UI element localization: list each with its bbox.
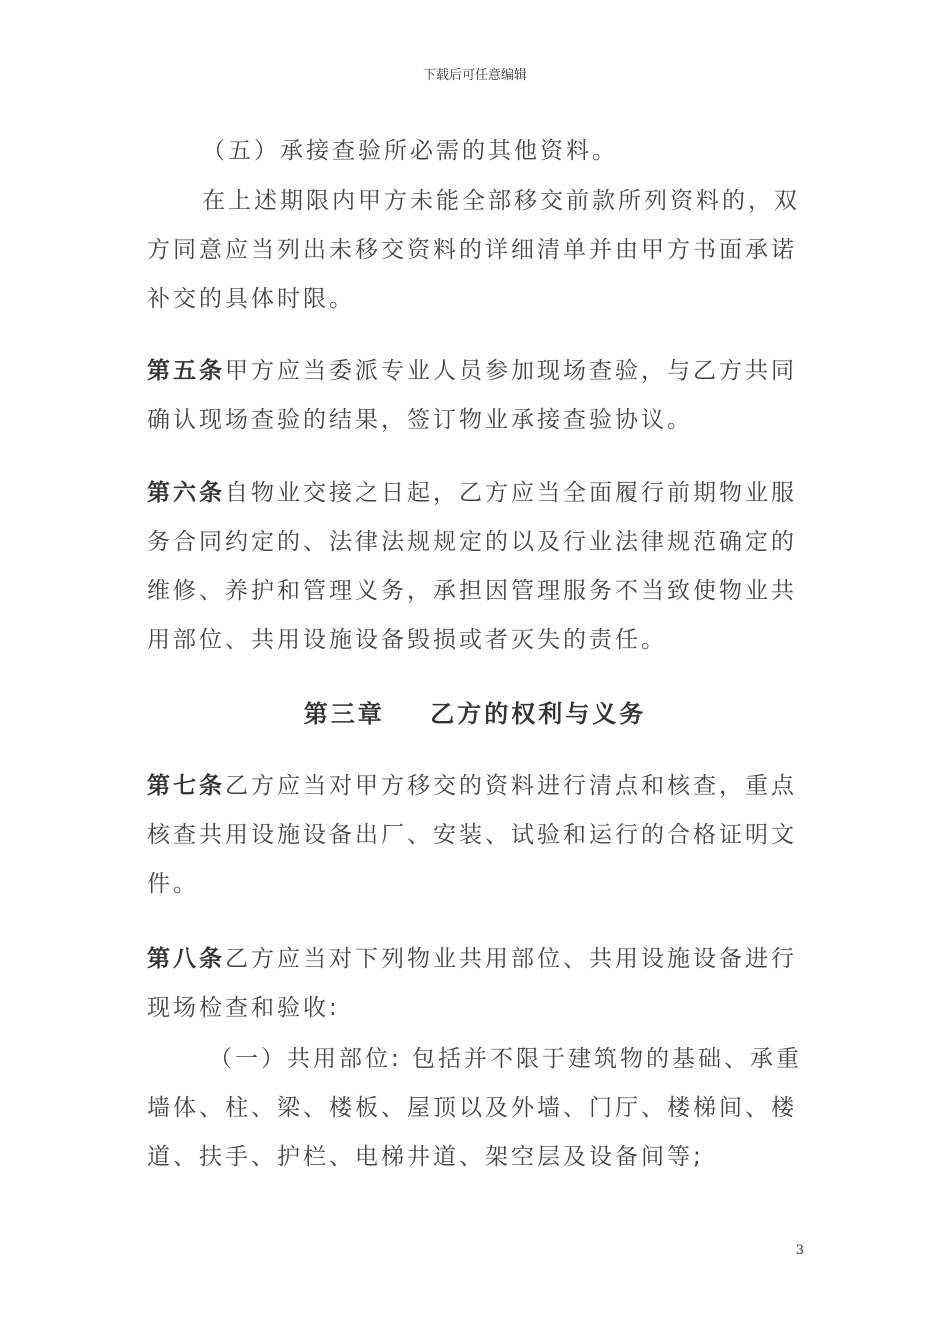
paragraph-deadline: 在上述期限内甲方未能全部移交前款所列资料的，双方同意应当列出未移交资料的详细清单并由甲方书面承诺补交的具体时限。 [147,188,800,312]
page-header: 下载后可任意编辑 [422,68,527,83]
article-7-label: 第七条 [147,773,225,799]
article-8-label: 第八条 [147,946,225,972]
article-7-text: 乙方应当对甲方移交的资料进行清点和核查，重点核查共用设施设备出厂、安装、试验和运行的合格证明文件。 [147,773,797,897]
paragraph-item-five: （五）承接查验所必需的其他资料。 [202,138,618,164]
article-7 [147,762,807,909]
article-8 [147,935,807,1033]
article-5-label: 第五条 [147,358,225,384]
article-6-text: 自物业交接之日起，乙方应当全面履行前期物业服务合同约定的、法律法规规定的以及行业法律规范确定的维修、养护和管理义务，承担因管理服务不当致使物业共用部位、共用设施设备毁损或者灭失的责任。 [147,480,797,653]
article-5 [147,347,807,445]
chapter-heading: 第三章 乙方的权利与义务 [303,700,647,728]
paragraph-item-one: （一）共用部位: 包括并不限于建筑物的基础、承重墙体、柱、梁、楼板、屋顶以及外墙、门厅、楼梯间、楼道、扶手、护栏、电梯井道、架空层及设备间等; [147,1046,803,1170]
page-number: 3 [795,1243,804,1258]
article-6 [147,469,807,665]
article-6-label: 第六条 [147,480,225,506]
article-8-text: 乙方应当对下列物业共用部位、共用设施设备进行现场检查和验收: [147,946,797,1021]
article-5-text: 甲方应当委派专业人员参加现场查验，与乙方共同确认现场查验的结果，签订物业承接查验协议。 [147,358,797,433]
